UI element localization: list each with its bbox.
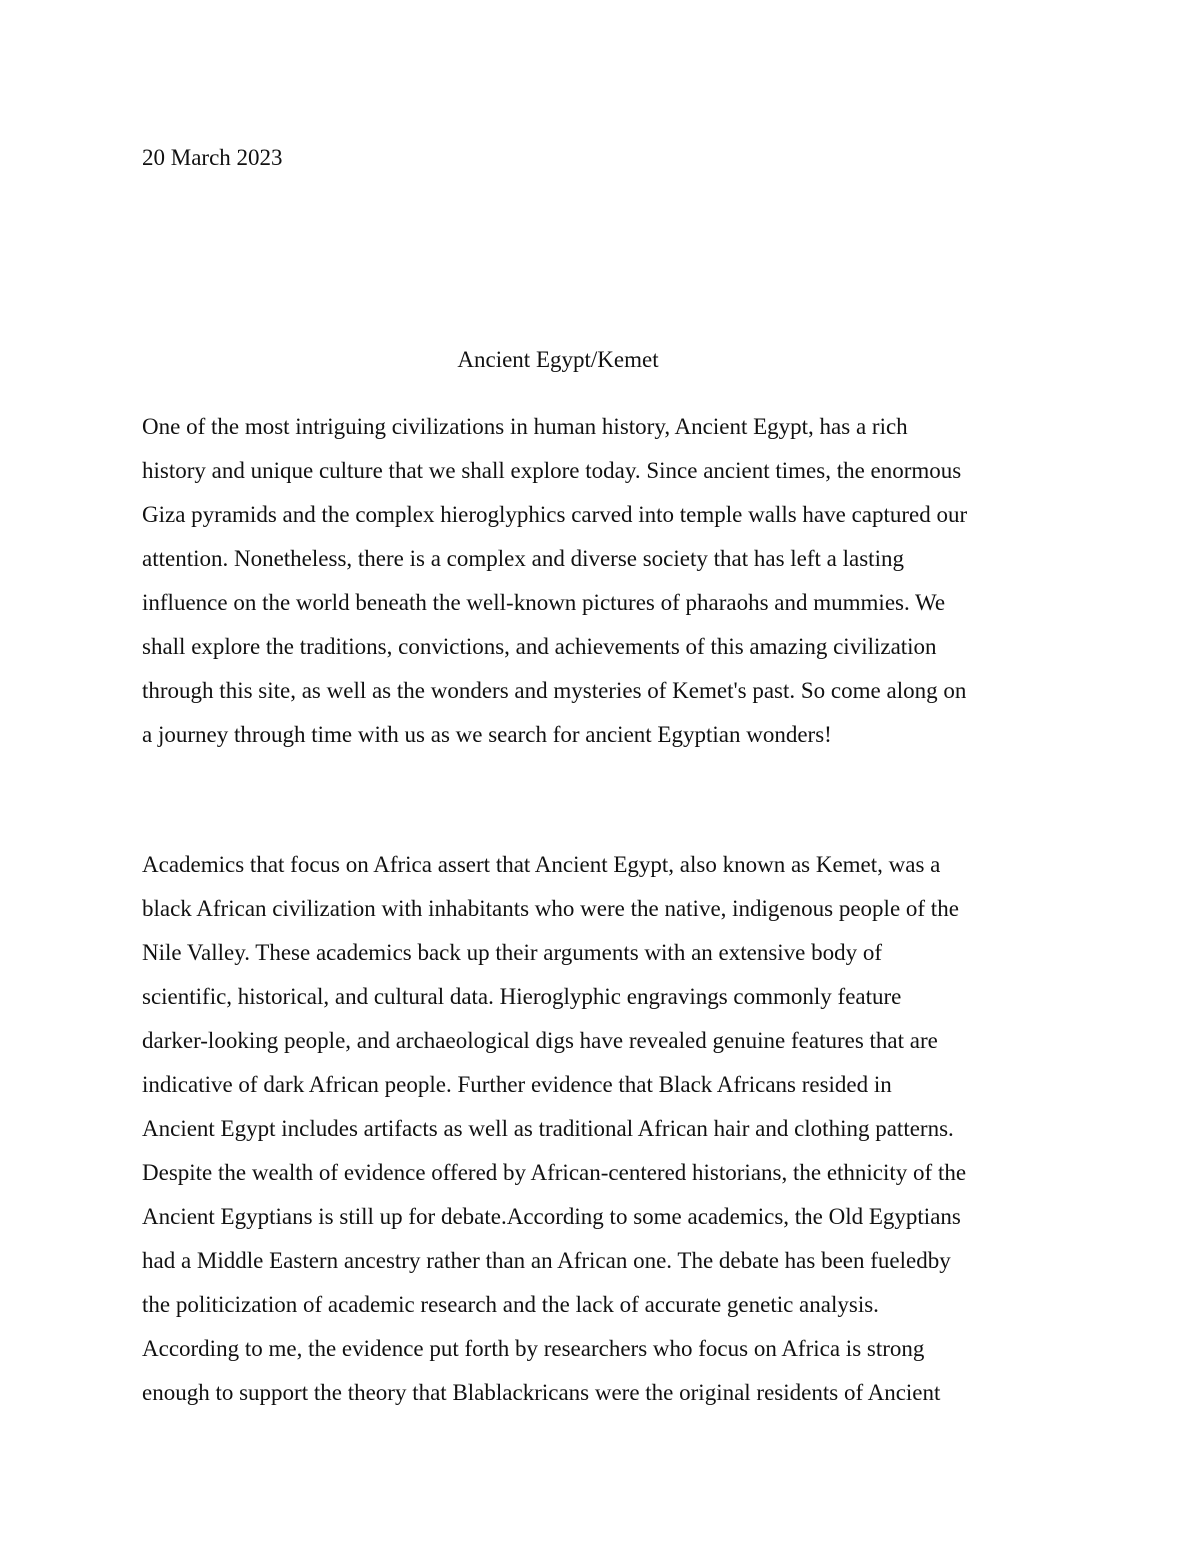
paragraph-line: Despite the wealth of evidence offered by African-centered historians, the ethnicity of the bbox=[142, 1160, 967, 1185]
paragraph-line: indicative of dark African people. Further evidence that Black Africans resided in bbox=[142, 1072, 892, 1097]
paragraph-line: shall explore the traditions, convictions, and achievements of this amazing civilization bbox=[142, 634, 937, 659]
paragraph-line: attention. Nonetheless, there is a complex and diverse society that has left a lasting bbox=[142, 546, 904, 571]
paragraph-intro bbox=[142, 405, 1072, 757]
paragraph-line: the politicization of academic research and the lack of accurate genetic analysis. bbox=[142, 1292, 879, 1317]
paragraph-line: history and unique culture that we shall explore today. Since ancient times, the enormous bbox=[142, 458, 962, 483]
paragraph-line: Giza pyramids and the complex hieroglyphics carved into temple walls have captured our bbox=[142, 502, 968, 527]
paragraph-line: Nile Valley. These academics back up their arguments with an extensive body of bbox=[142, 940, 883, 965]
paragraph-line: a journey through time with us as we search for ancient Egyptian wonders! bbox=[142, 722, 832, 747]
paragraph-line: darker-looking people, and archaeological digs have revealed genuine features that are bbox=[142, 1028, 938, 1053]
paragraph-line: black African civilization with inhabitants who were the native, indigenous people of the bbox=[142, 896, 959, 921]
paragraph-line: influence on the world beneath the well-known pictures of pharaohs and mummies. We bbox=[142, 590, 946, 615]
paragraph-line: scientific, historical, and cultural data. Hieroglyphic engravings commonly feature bbox=[142, 984, 902, 1009]
paragraph-line: had a Middle Eastern ancestry rather than an African one. The debate has been fueledby bbox=[142, 1248, 951, 1273]
paragraph-line: through this site, as well as the wonders and mysteries of Kemet's past. So come along on bbox=[142, 678, 967, 703]
paragraph-body bbox=[142, 843, 1072, 1415]
paragraph-line: enough to support the theory that Blablackricans were the original residents of Ancient bbox=[142, 1380, 941, 1405]
document-date: 20 March 2023 bbox=[142, 145, 283, 170]
paragraph-line: According to me, the evidence put forth by researchers who focus on Africa is strong bbox=[142, 1336, 925, 1361]
paragraph-line: Ancient Egyptians is still up for debate.According to some academics, the Old Egyptians bbox=[142, 1204, 961, 1229]
paragraph-line: One of the most intriguing civilizations in human history, Ancient Egypt, has a rich bbox=[142, 414, 908, 439]
document-title: Ancient Egypt/Kemet bbox=[457, 347, 659, 372]
paragraph-line: Ancient Egypt includes artifacts as well as traditional African hair and clothing patterns. bbox=[142, 1116, 954, 1141]
paragraph-line: Academics that focus on Africa assert that Ancient Egypt, also known as Kemet, was a bbox=[142, 852, 941, 877]
